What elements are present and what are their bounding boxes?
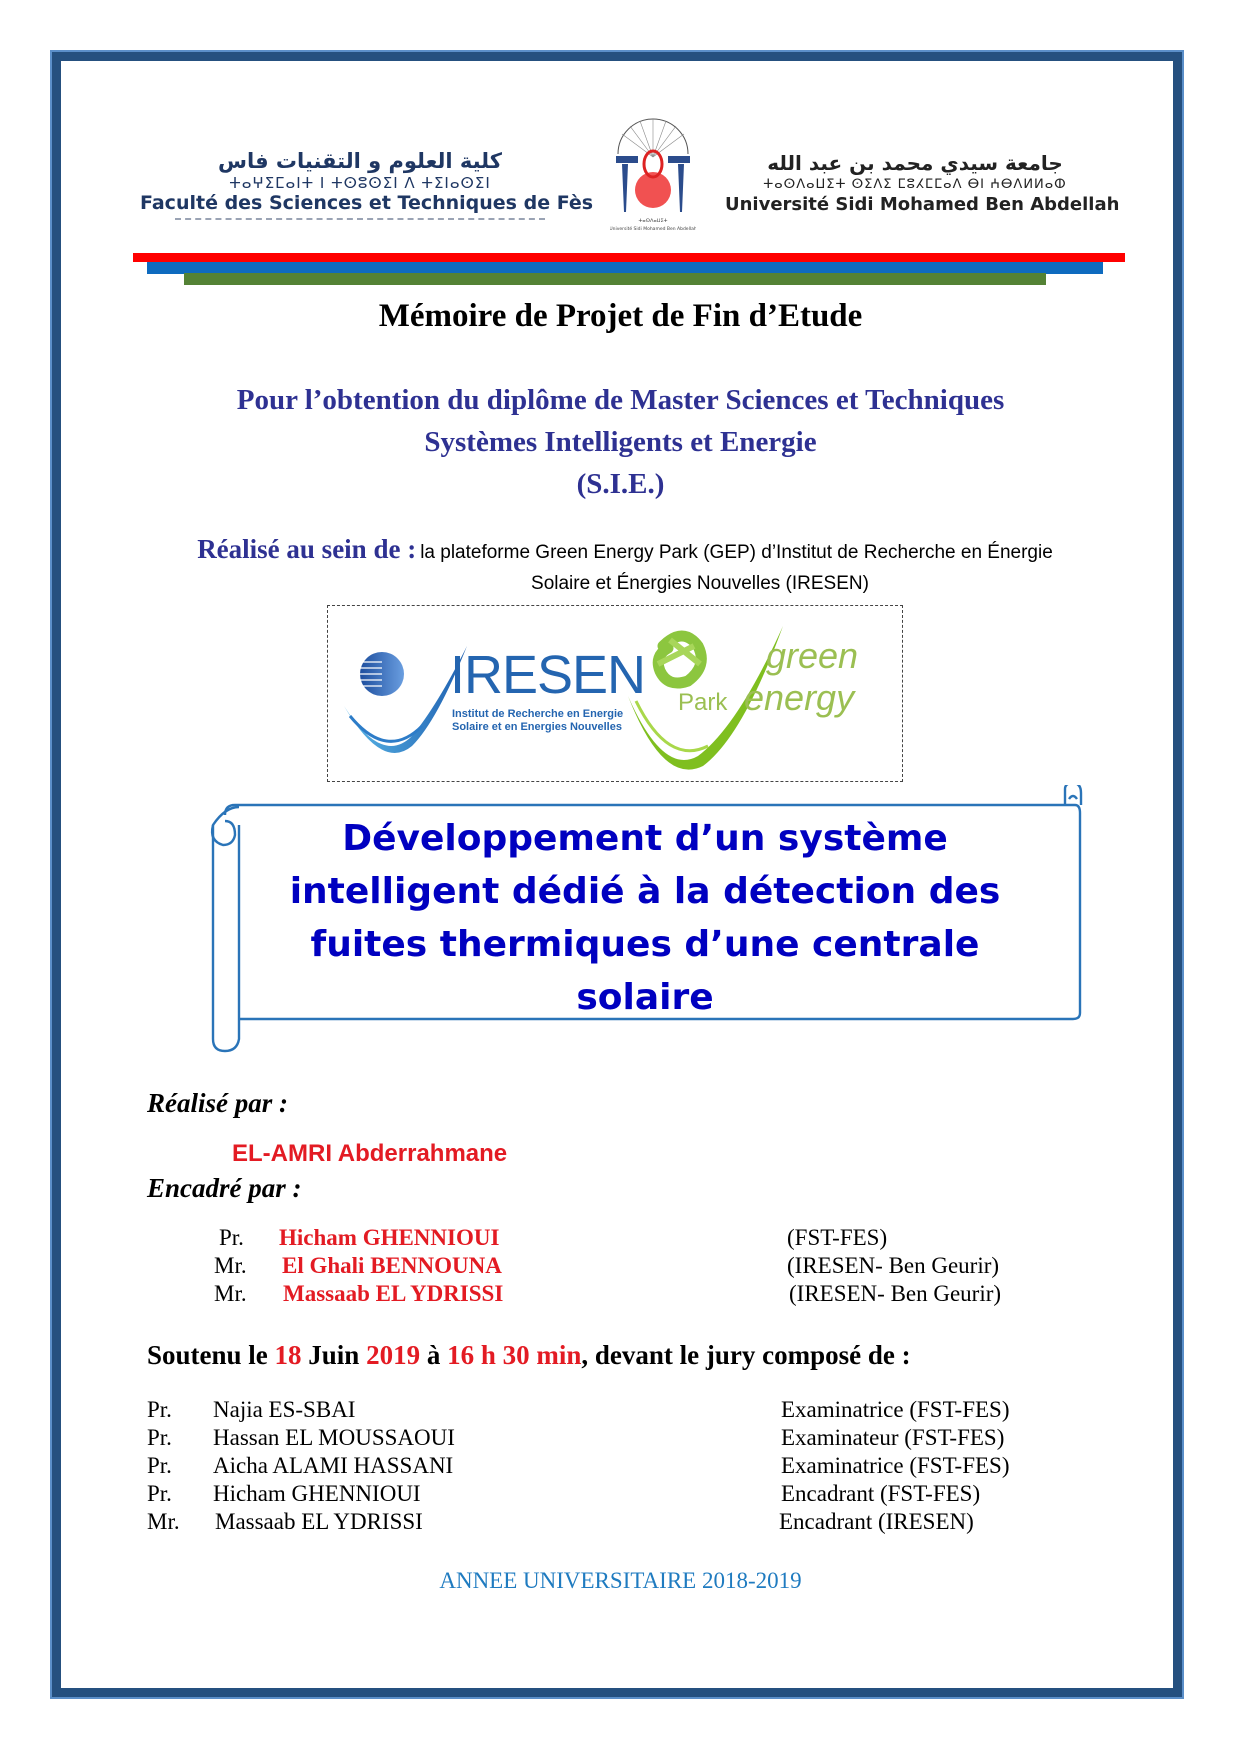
usmba-french-name: Université Sidi Mohamed Ben Abdellah [725,194,1120,215]
academic-year: ANNEE UNIVERSITAIRE 2018-2019 [439,1568,802,1593]
gep-energy-word: energy [744,677,855,718]
fst-dashed-rule [175,218,545,220]
fst-logo-text [140,148,594,220]
iresen-subtitle-2: Solaire et en Energies Nouvelles [452,721,622,733]
author-name: EL-AMRI Abderrahmane [232,1140,508,1167]
diploma-line-2: Systèmes Intelligents et Energie [424,426,817,458]
defense-info: Soutenu le 18 Juin 2019 à 16 h 30 min, devant le jury composé de : [147,1340,911,1370]
usmba-logo-text [725,150,1120,216]
header-stripe-green [184,273,1046,285]
host-text-2: Solaire et Énergies Nouvelles (IRESEN) [531,573,869,594]
defense-day: 18 [274,1340,302,1370]
gep-green-word: green [766,635,859,676]
usmba-arabic-name: جامعة سيدي محمد بن عبد الله [767,151,1063,175]
jury-row: Pr. Najia ES-SBAI Examinatrice (FST-FES) [147,1397,1010,1422]
fst-arabic-name: كلية العلوم و التقنيات فاس [218,149,502,173]
fst-french-name: Faculté des Sciences et Techniques de Fès [140,192,594,214]
supervisors-label: Encadré par : [147,1173,302,1203]
green-energy-park-logo [618,616,878,776]
iresen-subtitle-1: Institut de Recherche en Energie [452,708,624,720]
host-text-1: la plateforme Green Energy Park (GEP) d’Institut de Recherche en Énergie [420,542,1053,563]
diploma-line-1: Pour l’obtention du diplôme de Master Sciences et Techniques [236,384,1005,416]
svg-text:ⵜⴰⵙⴷⴰⵡⵉⵜ: ⵜⴰⵙⴷⴰⵡⵉⵜ [638,218,668,224]
host-label: Réalisé au sein de : [197,534,417,564]
diploma-line-3: (S.I.E.) [576,468,665,500]
project-title-line-4: solaire [576,977,714,1018]
usmba-tifinagh-name: ⵜⴰⵙⴷⴰⵡⵉⵜ ⵙⵉⴷⵉ ⵎⵓⵃⵎⵎⴰⴷ ⴱⵏ ⵄⴱⴷⵍⵍⴰⵀ [763,177,1067,192]
header-stripe-red [133,253,1125,262]
project-title-line-1: Développement d’un système [342,818,948,859]
gep-park-word: Park [678,689,728,716]
defense-year: 2019 [366,1340,421,1370]
svg-text:Université Sidi Mohamed Ben Ab: Université Sidi Mohamed Ben Abdellah [610,227,696,232]
jury-row: Pr. Hassan EL MOUSSAOUI Examinateur (FST-FES) [147,1425,1005,1450]
jury-row: Mr. Massaab EL YDRISSI Encadrant (IRESEN) [147,1509,974,1534]
jury-row: Pr. Hicham GHENNIOUI Encadrant (FST-FES) [147,1481,981,1506]
defense-time: 16 h 30 min [447,1340,582,1370]
project-title [250,812,1040,1024]
page-title: Mémoire de Projet de Fin d’Etude [378,298,863,334]
supervisor-list: Pr. Hicham GHENNIOUI (FST-FES) Mr. El Ghali BENNOUNA (IRESEN- Ben Geurir) Mr. Massaab EL YDRISSI (IRESEN- Ben Geurir) [214,1225,1002,1306]
fst-tifinagh-name: ⵜⴰⵖⵉⵎⴰⵏⵜ ⵏ ⵜⵙⵓⵙⵉⵏ ⴷ ⵜⵉⵏⴰⵙⵉⵏ [229,174,491,192]
project-title-line-2: intelligent dédié à la détection des [289,871,1001,912]
usmba-crest-icon [610,112,696,236]
jury-row: Pr. Aicha ALAMI HASSANI Examinatrice (FST-FES) [147,1453,1010,1478]
host-organization [150,534,1100,599]
iresen-wordmark: IRESEN [450,645,646,705]
author-label: Réalisé par : [147,1088,288,1118]
partner-logos [327,605,903,782]
project-title-line-3: fuites thermiques d’une centrale [310,924,980,965]
iresen-logo [342,626,646,766]
